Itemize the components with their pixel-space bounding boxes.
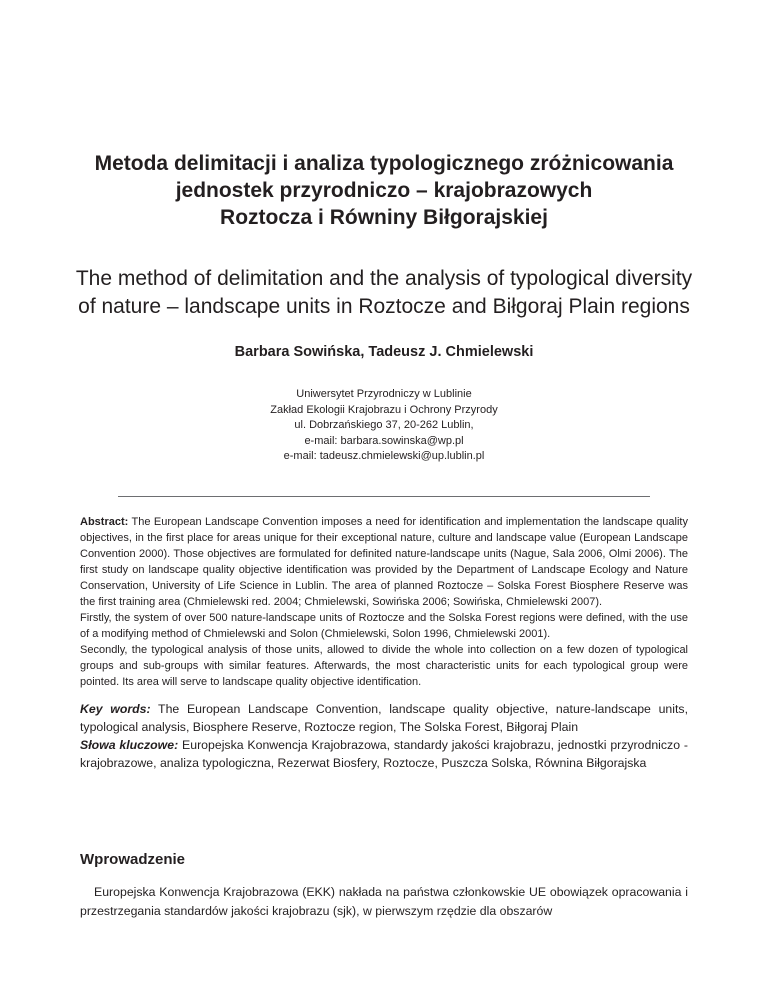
title-polish [60,150,708,231]
title-polish-line-3: Roztocza i Równiny Biłgorajskiej [220,206,548,229]
affiliation [60,387,708,465]
keywords-english [80,700,688,736]
introduction-paragraph: Europejska Konwencja Krajobrazowa (EKK) nakłada na państwa członkowskie UE obowiązek opracowania i przestrzegania standardów jakości krajobrazu (sjk), w pierwszym rzędzie dla obszarów [80,885,688,918]
keywords-polish-text: Europejska Konwencja Krajobrazowa, standardy jakości krajobrazu, jednostki przyrodniczo - krajobrazowe, analiza typologiczna, Rezerwat Biosfery, Roztocze, Puszcza Solska, Równina Biłgorajska [80,738,688,770]
affiliation-email-1: e-mail: barbara.sowinska@wp.pl [304,434,464,447]
authors: Barbara Sowińska, Tadeusz J. Chmielewski [234,344,534,360]
affiliation-email-2: e-mail: tadeusz.chmielewski@up.lublin.pl [283,450,485,463]
title-english [60,265,708,321]
title-english-line-1: The method of delimitation and the analysis of typological diversity [75,267,693,290]
abstract-paragraph-2: Firstly, the system of over 500 nature-landscape units of Roztocze and the Solska Forest regions were defined, with the use of a modifying method of Chmielewski and Solon (Chmielewski, Solon 1996, Chmielewski 2001). [80,612,688,640]
affiliation-department: Zakład Ekologii Krajobrazu i Ochrony Przyrody [270,403,498,416]
section-heading: Wprowadzenie [80,851,186,868]
divider [118,496,650,497]
abstract-paragraph-1 [80,514,688,610]
introduction [80,883,688,921]
keywords-polish [80,736,688,772]
abstract-paragraph-3: Secondly, the typological analysis of those units, allowed to divide the whole into collection on a few dozen of typological groups and sub-groups with similar features. Afterwards, the most characteristic units for each typological group were pointed. Its area will serve to landscape quality objective identification. [80,644,688,688]
title-english-line-2: of nature – landscape units in Roztocze and Biłgoraj Plain regions [78,295,690,318]
title-polish-line-1: Metoda delimitacji i analiza typologicznego zróżnicowania [94,152,674,175]
abstract-text-1: The European Landscape Convention imposes a need for identification and implementation the landscape quality objectives, in the first place for areas unique for their exceptional nature, culture and landscape value (European Landscape Convention 2000). Those objectives are formulated for definited nature-landscape units (Nague, Sala 2006, Olmi 2006). The first study on landscape quality objective identification was provided by the Department of Landscape Ecology and Nature Conservation, University of Life Science in Lublin. The area of planned Roztocze – Solska Forest Biosphere Reserve was the first training area (Chmielewski red. 2004; Chmielewski, Sowińska 2006; Sowińska, Chmielewski 2007). [80,516,688,608]
abstract [80,514,688,690]
keywords-polish-label: Słowa kluczowe: [80,738,179,752]
abstract-label: Abstract: [80,516,129,528]
keywords [80,700,688,772]
affiliation-address: ul. Dobrzańskiego 37, 20-262 Lublin, [294,419,474,432]
keywords-english-label: Key words: [80,702,151,716]
title-polish-line-2: jednostek przyrodniczo – krajobrazowych [175,179,593,202]
affiliation-university: Uniwersytet Przyrodniczy w Lublinie [296,388,472,400]
keywords-english-text: The European Landscape Convention, landscape quality objective, nature-landscape units, typological analysis, Biosphere Reserve, Roztocze region, The Solska Forest, Biłgoraj Plain [80,702,688,734]
